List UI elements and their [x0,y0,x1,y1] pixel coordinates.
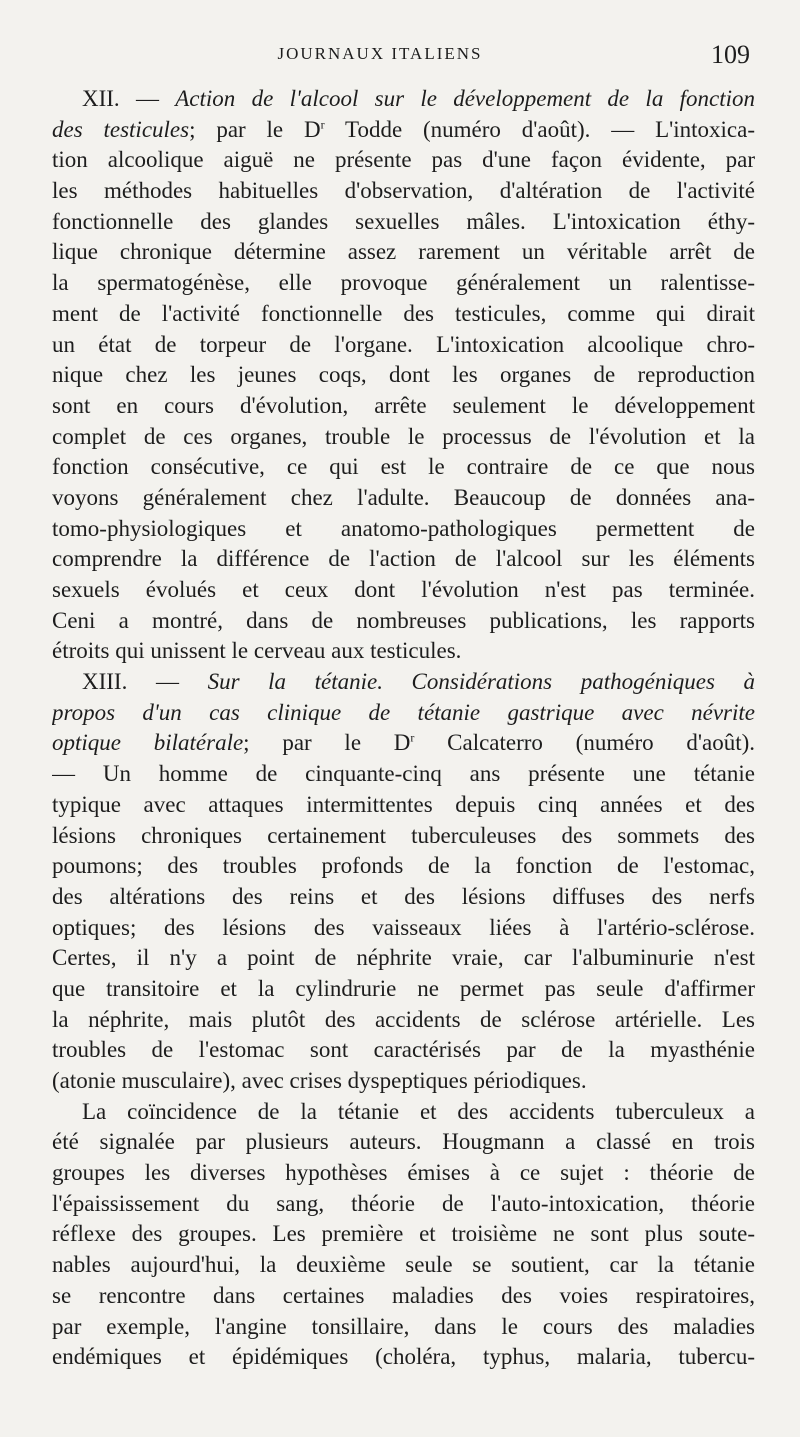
text-line [52,422,755,453]
text-segment: tion alcoolique aiguë ne présente pas d'une façon évidente, par [52,147,755,173]
text-segment: nique chez les jeunes coqs, dont les organes de reproduction [52,362,755,388]
text-segment: troubles de l'estomac sont caractérisés par de la myasthénie [52,1037,755,1063]
text-segment: Sur la tétanie. Considérations pathogéniques à [207,669,755,695]
text-line [52,237,755,268]
text-segment: ; par le D [243,730,411,756]
text-segment: fonction consécutive, ce qui est le contraire de ce que nous [52,454,755,480]
text-segment: Certes, il n'y a point de néphrite vraie, car l'albuminurie n'est [52,945,755,971]
text-segment: Ceni a montré, dans de nombreuses publications, les rapports [52,607,755,633]
text-line [52,698,755,729]
superscript: r [320,117,325,132]
text-line [52,299,755,330]
text-line [52,1342,755,1373]
text-line [52,360,755,391]
text-segment: par exemple, l'angine tonsillaire, dans le cours des maladies [52,1313,755,1339]
text-segment: voyons généralement chez l'adulte. Beaucoup de données ana- [52,484,755,510]
body-text [52,84,755,1373]
text-segment: comprendre la différence de l'action de l'alcool sur les éléments [52,546,755,572]
text-line [52,1189,755,1220]
text-line [52,882,755,913]
text-line [52,943,755,974]
text-segment: l'épaississement du sang, théorie de l'auto-intoxication, théorie [52,1190,755,1216]
text-line [52,1219,755,1250]
text-segment: ; par le D [189,116,321,142]
text-segment: sexuels évolués et ceux dont l'évolution n'est pas terminée. [52,577,755,602]
text-segment: La coïncidence de la tétanie et des accidents tuberculeux a [82,1098,755,1124]
text-line [52,1281,755,1312]
text-line [52,1158,755,1189]
text-segment: Action de l'alcool sur le développement de la fonction [175,86,755,111]
text-line [52,544,755,575]
text-line [52,452,755,483]
text-segment: que transitoire et la cylindrurie ne permet pas seule d'affirmer [52,975,755,1001]
text-segment: les méthodes habituelles d'observation, d'altération de l'activité [52,178,755,204]
text-line [52,483,755,514]
text-segment: lique chronique détermine assez rarement un véritable arrêt de [52,239,755,265]
text-segment: la néphrite, mais plutôt des accidents de sclérose artérielle. Les [52,1006,755,1032]
text-line [52,759,755,790]
text-line [52,913,755,944]
text-line [52,1066,755,1097]
text-segment: propos d'un cas clinique de tétanie gastrique avec névrite [52,699,755,725]
text-segment: un état de torpeur de l'organe. L'intoxication alcoolique chro- [52,331,755,357]
text-line [52,667,755,698]
text-line [52,84,755,115]
text-line [52,1312,755,1343]
text-line [52,1035,755,1066]
text-line [52,636,755,667]
text-segment: — Un homme de cinquante-cinq ans présente une tétanie [52,761,755,787]
text-line [52,606,755,637]
text-line [52,974,755,1005]
text-segment: endémiques et épidémiques (choléra, typhus, malaria, tubercu- [52,1344,755,1370]
text-line [52,330,755,361]
text-segment: XII. — [82,86,176,111]
text-segment: XIII. — [82,669,208,695]
text-segment: groupes les diverses hypothèses émises à ce sujet : théorie de [52,1160,755,1186]
text-line [52,391,755,422]
text-segment: optiques; des lésions des vaisseaux liées à l'artério-sclérose. [52,914,755,940]
text-segment: étroits qui unissent le cerveau aux testicules. [52,638,462,664]
text-segment: tomo-physiologiques et anatomo-pathologiques permettent de [52,515,755,541]
text-segment: la spermatogénèse, elle provoque généralement un ralentisse- [52,270,755,296]
text-line [52,268,755,299]
text-line [52,145,755,176]
text-line [52,1127,755,1158]
text-line [52,514,755,545]
text-segment: été signalée par plusieurs auteurs. Hougmann a classé en trois [52,1129,755,1155]
text-line [52,1005,755,1036]
text-line [52,207,755,238]
text-line [52,1097,755,1128]
text-segment: complet de ces organes, trouble le processus de l'évolution et la [52,423,755,449]
text-segment: lésions chroniques certainement tuberculeuses des sommets des [52,822,755,848]
text-line [52,790,755,821]
text-segment: des testicules [52,116,190,142]
text-line [52,1250,755,1281]
text-line [52,115,755,146]
text-line [52,728,755,759]
text-line [52,575,755,606]
text-segment: optique bilatérale [52,730,244,756]
running-head: JOURNAUX ITALIENS [277,44,483,63]
text-line [52,176,755,207]
text-segment: nables aujourd'hui, la deuxième seule se soutient, car la tétanie [52,1252,755,1278]
text-segment: fonctionnelle des glandes sexuelles mâles. L'intoxication éthy- [52,208,755,234]
page-number: 109 [711,40,750,69]
text-segment: réflexe des groupes. Les première et troisième ne sont plus soute- [52,1221,755,1247]
text-segment: ment de l'activité fonctionnelle des testicules, comme qui dirait [52,300,755,326]
text-segment: (atonie musculaire), avec crises dyspeptiques périodiques. [52,1068,587,1093]
text-segment: typique avec attaques intermittentes depuis cinq années et des [52,791,755,817]
text-segment: se rencontre dans certaines maladies des voies respiratoires, [52,1282,755,1308]
text-segment: Todde (numéro d'août). — L'intoxica- [324,116,755,142]
text-line [52,851,755,882]
text-segment: sont en cours d'évolution, arrête seulement le développement [52,392,755,418]
text-line [52,821,755,852]
text-segment: des altérations des reins et des lésions diffuses des nerfs [52,883,755,909]
page-header [60,40,750,80]
superscript: r [410,730,415,745]
text-segment: Calcaterro (numéro d'août). [414,730,755,756]
text-segment: poumons; des troubles profonds de la fonction de l'estomac, [52,853,755,879]
